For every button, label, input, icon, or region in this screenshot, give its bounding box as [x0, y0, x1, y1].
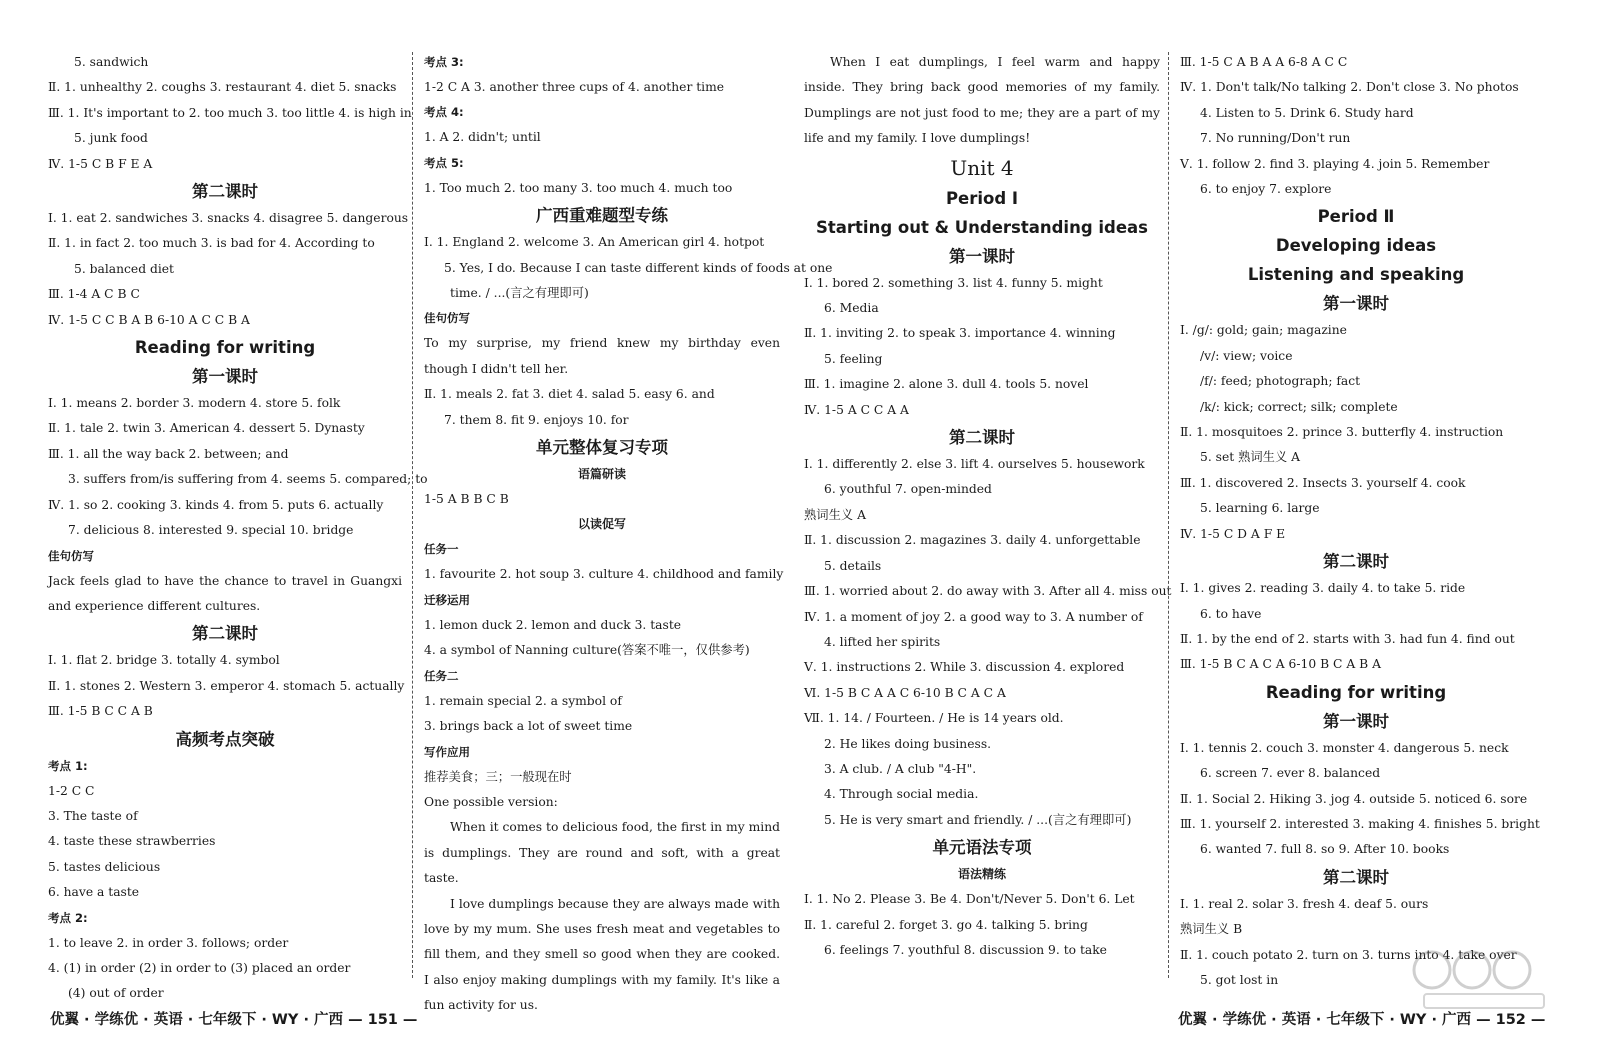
section-label: 任务二	[424, 668, 459, 683]
answer-line: 6. wanted 7. full 8. so 9. After 10. books	[1200, 842, 1450, 857]
answer-line: Ⅱ. 1. inviting 2. to speak 3. importance 4. winning	[804, 326, 1116, 341]
answer-line: Ⅲ. 1-4 A C B C	[48, 287, 140, 302]
page-footer-left: 优翼 · 学练优 · 英语 · 七年级下 · WY · 广西 — 151 —	[50, 1012, 418, 1028]
answer-line: Ⅴ. 1. follow 2. find 3. playing 4. join 5. Remember	[1180, 156, 1490, 171]
answer-line: Ⅱ. 1. tale 2. twin 3. American 4. dessert 5. Dynasty	[48, 421, 365, 436]
answer-line: Ⅱ. 1. stones 2. Western 3. emperor 4. stomach 5. actually	[48, 678, 405, 693]
section-heading: 第一课时	[949, 246, 1015, 266]
answer-line: /f/: feed; photograph; fact	[1200, 374, 1361, 389]
answer-line: Ⅲ. 1-5 B C C A B	[48, 704, 153, 719]
answer-line: Ⅶ. 1. 14. / Fourteen. / He is 14 years old.	[804, 711, 1064, 726]
answer-line: (4) out of order	[68, 986, 164, 1001]
section-heading: Reading for writing	[134, 338, 316, 358]
answer-line: Ⅳ. 1-5 C D A F E	[1180, 526, 1286, 541]
answer-line: Ⅱ. 1. mosquitoes 2. prince 3. butterfly 4. instruction	[1180, 425, 1504, 440]
page-footer-right: 优翼 · 学练优 · 英语 · 七年级下 · WY · 广西 — 152 —	[1178, 1012, 1546, 1028]
answer-line: 1-5 A B B C B	[424, 492, 509, 507]
section-heading: 第二课时	[1323, 552, 1389, 572]
answer-line: Ⅳ. 1. a moment of joy 2. a good way to 3. A number of	[804, 609, 1143, 624]
section-heading: Developing ideas	[1275, 236, 1437, 256]
answer-line: 4. taste these strawberries	[48, 834, 216, 849]
section-heading: Starting out & Understanding ideas	[816, 217, 1148, 237]
section-heading: 第一课时	[192, 367, 258, 387]
answer-line: Ⅰ. 1. means 2. border 3. modern 4. store 5. folk	[48, 396, 341, 411]
answer-line: Ⅱ. 1. meals 2. fat 3. diet 4. salad 5. easy 6. and	[424, 387, 715, 402]
section-label: 迁移运用	[424, 592, 470, 607]
answer-line: 4. a symbol of Nanning culture(答案不唯一，仅供参考)	[424, 643, 750, 658]
answer-line: Ⅰ. 1. differently 2. else 3. lift 4. ourselves 5. housework	[804, 457, 1145, 472]
answer-line: Ⅲ. 1. It's important to 2. too much 3. too little 4. is high in	[48, 105, 412, 120]
answer-line: Ⅰ. 1. No 2. Please 3. Be 4. Don't/Never 5. Don't 6. Let	[804, 892, 1135, 907]
answer-line: 7. them 8. fit 9. enjoys 10. for	[444, 412, 629, 427]
watermark-logo	[1410, 944, 1570, 1012]
answer-line: 5. He is very smart and friendly. / ...(言之有理即可)	[824, 812, 1132, 827]
answer-line: Ⅰ. 1. eat 2. sandwiches 3. snacks 4. disagree 5. dangerous	[48, 211, 409, 226]
section-label: 考点 5:	[424, 155, 464, 170]
answer-line: 6. have a taste	[48, 885, 140, 900]
section-heading: 第二课时	[1323, 867, 1389, 887]
answer-line: 熟词生义 B	[1180, 922, 1243, 937]
answer-line: 1. favourite 2. hot soup 3. culture 4. childhood and family	[424, 567, 784, 582]
left-column-1	[48, 50, 428, 1001]
answer-line: Ⅴ. 1. instructions 2. While 3. discussion 4. explored	[804, 660, 1125, 675]
answer-line: 3. The taste of	[48, 808, 138, 823]
answer-line: Ⅵ. 1-5 B C A A C 6-10 B C A C A	[804, 685, 1006, 700]
answer-line: Ⅲ. 1. imagine 2. alone 3. dull 4. tools 5. novel	[804, 377, 1089, 392]
subsection-heading: 以读促写	[577, 517, 626, 532]
answer-line: Ⅰ. 1. bored 2. something 3. list 4. funny 5. might	[804, 275, 1103, 290]
answer-line: 7. delicious 8. interested 9. special 10. bridge	[68, 523, 354, 538]
answer-line: 1. lemon duck 2. lemon and duck 3. taste	[424, 617, 682, 632]
section-heading: 单元语法专项	[932, 838, 1032, 858]
answer-line: 5. set 熟词生义 A	[1200, 450, 1301, 465]
answer-line: 5. balanced diet	[74, 261, 174, 276]
answer-line: /v/: view; voice	[1200, 348, 1293, 363]
section-label: 考点 2:	[48, 910, 88, 925]
answer-line: Ⅱ. 1. Social 2. Hiking 3. jog 4. outside 5. noticed 6. sore	[1180, 791, 1528, 806]
answer-line: 1. Too much 2. too many 3. too much 4. much too	[424, 180, 733, 195]
answer-line: Ⅳ. 1. so 2. cooking 3. kinds 4. from 5. puts 6. actually	[48, 497, 384, 512]
answer-line: 1-2 C C	[48, 783, 95, 798]
answer-line: 6. feelings 7. youthful 8. discussion 9. to take	[824, 942, 1107, 957]
answer-line: Ⅱ. 1. unhealthy 2. coughs 3. restaurant 4. diet 5. snacks	[48, 80, 397, 95]
section-label: 考点 3:	[424, 55, 464, 69]
left-column-2	[424, 50, 833, 1013]
answer-line: Ⅰ. 1. tennis 2. couch 3. monster 4. dangerous 5. neck	[1180, 740, 1509, 755]
answer-line: 5. tastes delicious	[48, 859, 161, 874]
paragraph: Jack feels glad to have the chance to travel in Guangxi and experience different cultures.	[48, 573, 402, 613]
answer-line: 3. A club. / A club "4-H".	[824, 761, 977, 776]
answer-line: 3. suffers from/is suffering from 4. seems 5. compared; to	[68, 472, 428, 487]
answer-line: 熟词生义 A	[804, 507, 866, 522]
paragraph: To my surprise, my friend knew my birthday even though I didn't tell her.	[424, 336, 780, 376]
column-divider	[412, 52, 413, 978]
answer-line: 5. junk food	[74, 131, 148, 146]
column-divider	[1168, 52, 1169, 978]
answer-line: Ⅳ. 1. Don't talk/No talking 2. Don't close 3. No photos	[1180, 80, 1519, 95]
section-heading: Listening and speaking	[1247, 265, 1465, 285]
unit-heading: Unit 4	[950, 155, 1014, 180]
section-label: 考点 1:	[48, 758, 88, 773]
answer-line: Ⅰ. /g/: gold; gain; magazine	[1180, 323, 1347, 338]
answer-line: 1-2 C A 3. another three cups of 4. another time	[424, 80, 725, 94]
answer-line: Ⅲ. 1. yourself 2. interested 3. making 4. finishes 5. bright	[1180, 816, 1540, 831]
section-label: 佳句仿写	[48, 548, 94, 563]
section-heading: 第二课时	[192, 182, 258, 202]
answer-line: Ⅱ. 1. careful 2. forget 3. go 4. talking 5. bring	[804, 917, 1088, 932]
answer-line: Ⅱ. 1. couch potato 2. turn on 3. turns into 4. take over	[1180, 947, 1517, 962]
right-column-1	[804, 50, 1172, 982]
answer-line: 6. screen 7. ever 8. balanced	[1200, 766, 1381, 781]
answer-line: 3. brings back a lot of sweet time	[424, 719, 633, 734]
subsection-heading: 语篇研读	[577, 467, 626, 482]
paragraph: When I eat dumplings, I feel warm and happy inside. They bring back good memories of my family. Dumplings are not just food to me; they are a part of my life and my family. I love dumplings!	[804, 55, 1160, 146]
section-label: 写作应用	[424, 744, 470, 759]
answer-line: 1. remain special 2. a symbol of	[424, 693, 622, 708]
answer-line: Ⅳ. 1-5 A C C A A	[804, 402, 909, 417]
answer-line: 5. got lost in	[1200, 972, 1279, 987]
section-heading: 高频考点突破	[175, 729, 275, 749]
answer-line: Ⅰ. 1. England 2. welcome 3. An American girl 4. hotpot	[424, 235, 765, 250]
section-heading: Period Ⅱ	[1317, 207, 1395, 227]
answer-line: Ⅲ. 1. discovered 2. Insects 3. yourself 4. cook	[1180, 475, 1466, 490]
answer-line: Ⅲ. 1-5 C A B A A 6-8 A C C	[1180, 55, 1348, 69]
answer-line: 1. A 2. didn't; until	[424, 130, 541, 145]
answer-line: 2. He likes doing business.	[824, 736, 992, 751]
answer-line: 6. to have	[1200, 606, 1262, 621]
answer-line: 6. youthful 7. open-minded	[824, 482, 992, 497]
section-label: 考点 4:	[424, 105, 464, 120]
answer-line: Ⅱ. 1. discussion 2. magazines 3. daily 4. unforgettable	[804, 533, 1141, 548]
answer-line: 1. to leave 2. in order 3. follows; order	[48, 935, 289, 950]
answer-line: Ⅲ. 1. worried about 2. do away with 3. After all 4. miss out	[804, 584, 1172, 599]
answer-line: 4. Listen to 5. Drink 6. Study hard	[1200, 105, 1414, 120]
answer-line: 4. (1) in order (2) in order to (3) placed an order	[48, 960, 351, 975]
section-heading: Reading for writing	[1265, 682, 1447, 702]
section-heading: 第一课时	[1323, 294, 1389, 314]
paragraph: When it comes to delicious food, the first in my mind is dumplings. They are round and soft, with a great taste.	[424, 820, 780, 886]
answer-line: 6. to enjoy 7. explore	[1200, 182, 1332, 197]
answer-line: Ⅱ. 1. by the end of 2. starts with 3. had fun 4. find out	[1180, 631, 1515, 646]
answer-line: /k/: kick; correct; silk; complete	[1200, 399, 1398, 414]
right-column-2	[1180, 50, 1540, 987]
section-label: 佳句仿写	[424, 311, 470, 326]
answer-line: 7. No running/Don't run	[1200, 131, 1351, 146]
section-heading: 第二课时	[192, 624, 258, 644]
answer-line: 5. learning 6. large	[1200, 501, 1320, 516]
answer-line: 6. Media	[824, 301, 879, 316]
answer-line: Ⅰ. 1. gives 2. reading 3. daily 4. to take 5. ride	[1180, 581, 1466, 596]
answer-line: Ⅳ. 1-5 C B F E A	[48, 156, 153, 171]
answer-line: 推荐美食；三；一般现在时	[424, 769, 572, 784]
answer-line: One possible version:	[424, 794, 558, 809]
answer-line: Ⅲ. 1. all the way back 2. between; and	[48, 446, 289, 461]
answer-line: 4. Through social media.	[824, 787, 979, 802]
answer-line: Ⅳ. 1-5 C C B A B 6-10 A C C B A	[48, 312, 250, 327]
answer-line: 4. lifted her spirits	[824, 634, 941, 649]
answer-line: Ⅱ. 1. in fact 2. too much 3. is bad for 4. According to	[48, 236, 375, 251]
right-page	[800, 0, 1600, 1052]
section-label: 任务一	[424, 542, 459, 557]
section-heading: 单元整体复习专项	[536, 438, 668, 458]
paragraph: I love dumplings because they are always made with love by my mum. She uses fresh meat and vegetables to fill them, and they smell so good when they are cooked. I also enjoy making dumplings with my family. It's like a fun activity for us.	[424, 896, 780, 1013]
answer-line: Ⅲ. 1-5 B C A C A 6-10 B C A B A	[1180, 657, 1381, 672]
answer-line: 5. feeling	[824, 351, 883, 366]
subsection-heading: 语法精练	[957, 867, 1006, 882]
answer-line: Ⅰ. 1. flat 2. bridge 3. totally 4. symbol	[48, 653, 280, 668]
answer-line: 5. Yes, I do. Because I can taste different kinds of foods at one	[444, 260, 833, 275]
answer-line: 5. sandwich	[74, 55, 149, 69]
answer-line: Ⅰ. 1. real 2. solar 3. fresh 4. deaf 5. ours	[1180, 896, 1429, 911]
answer-line: 5. details	[824, 558, 882, 573]
section-heading: 广西重难题型专练	[536, 206, 668, 226]
section-heading: Period Ⅰ	[945, 188, 1019, 208]
section-heading: 第一课时	[1323, 711, 1389, 731]
answer-line: time. / ...(言之有理即可)	[450, 286, 589, 301]
section-heading: 第二课时	[949, 428, 1015, 448]
